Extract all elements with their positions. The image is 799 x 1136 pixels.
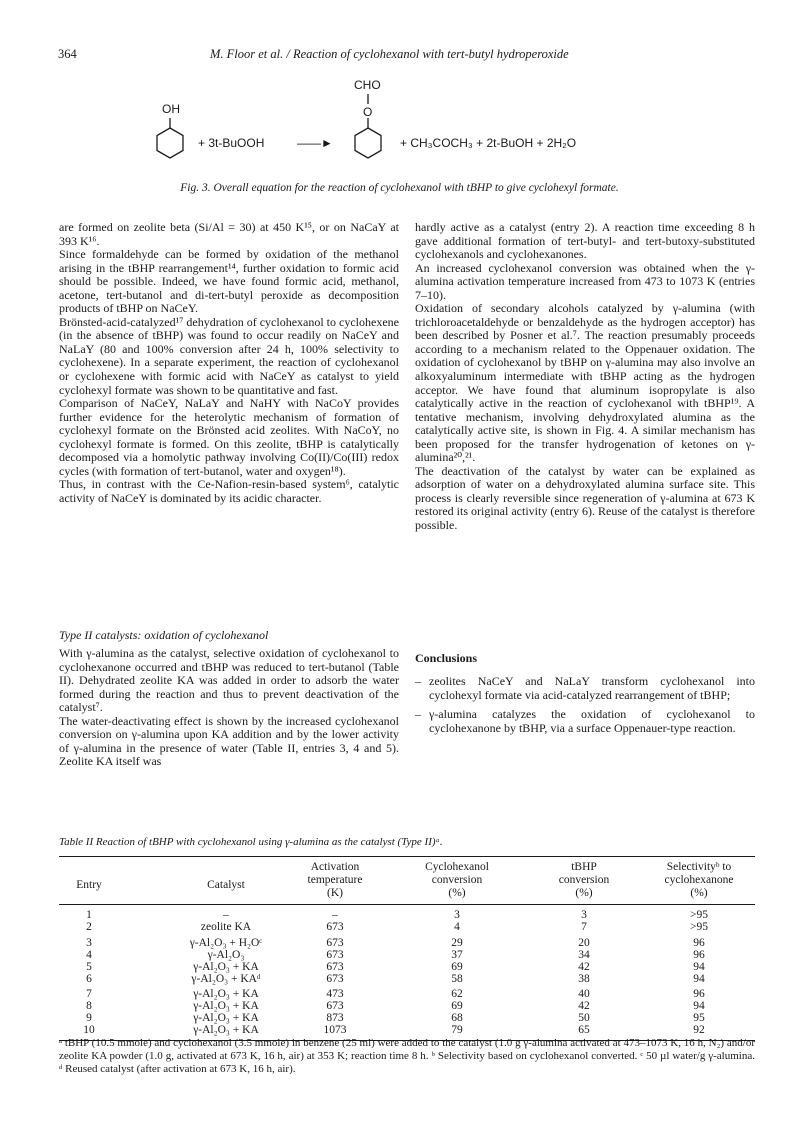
table-cell: 473 <box>326 988 344 1000</box>
figure-caption: Fig. 3. Overall equation for the reaction of cyclohexanol with tBHP to give cyclohexyl formate. <box>180 182 619 194</box>
table-cell: zeolite KA <box>200 921 252 933</box>
table-cell: 96 <box>693 988 705 1000</box>
column-header <box>639 861 759 900</box>
column-header <box>524 861 644 900</box>
table-cell: 34 <box>578 949 590 961</box>
table-cell: – <box>223 909 229 921</box>
column-header-line: Activation <box>310 861 360 873</box>
table-cell: 6 <box>86 973 92 985</box>
table-cell: γ-Al₂O₃ + KA <box>193 1000 259 1012</box>
reagent-label: + 3t-BuOOH <box>198 136 265 150</box>
paragraph: are formed on zeolite beta (Si/Al = 30) at 450 K¹⁵, or on NaCaY at 393 K¹⁶. <box>59 220 399 248</box>
table-cell: 29 <box>451 937 463 949</box>
table-cell: 1 <box>86 909 92 921</box>
page-number: 364 <box>58 47 77 61</box>
table-cell: 92 <box>693 1024 705 1036</box>
table-cell: 95 <box>693 1012 705 1024</box>
table-cell: 673 <box>326 921 344 933</box>
table-cell: 50 <box>578 1012 590 1024</box>
paragraph: The water-deactivating effect is shown by the increased cyclohexanol conversion on γ-alumina upon KA addition and by the lower activity of γ-alumina in the presence of water (Table II, entries 3, 4 and 5). Zeolite KA itself was <box>59 713 399 769</box>
o-label: O <box>363 105 373 119</box>
list-item-text: γ-alumina catalyzes the oxidation of cyclohexanol to cyclohexanone by tBHP, via a surface Oppenauer-type reaction. <box>429 707 755 735</box>
table-footnotes: ᵃ tBHP (10.5 mmole) and cyclohexanol (3.5 mmole) in benzene (25 ml) were added to the catalyst (1.0 g γ-alumina activated at 473–1073 K, 16 h, N₂) and/or zeolite KA powder (1.0 g, activated at 673 K, 16 h, air) at 353 K; reaction time 8 h. ᵇ Selectivity based on cyclohexanol converted. ᶜ 50 µl water/g γ-alumina. ᵈ Reused catalyst (after activation at 673 K, 16 h, air). <box>59 1037 755 1075</box>
column-header-line: Cyclohexanol <box>425 861 489 873</box>
table-cell: 673 <box>326 949 344 961</box>
table-caption: Table II Reaction of tBHP with cyclohexanol using γ-alumina as the catalyst (Type II)ᵃ. <box>59 836 443 848</box>
table-cell: 673 <box>326 973 344 985</box>
column-header-line: Entry <box>76 879 102 891</box>
table-cell: 65 <box>578 1024 590 1036</box>
table-cell: >95 <box>690 921 708 933</box>
paragraph: The deactivation of the catalyst by water can be explained as adsorption of water on a dehydroxylated alumina surface site. This process is clearly reversible since regeneration of γ-alumina at 673 K restored its original activity (entry 6). Reuse of the catalyst is therefore possible. <box>415 463 755 533</box>
paragraph: Oxidation of secondary alcohols catalyzed by γ-alumina (with trichloroacetaldehyde or benzaldehyde as the hydrogen acceptor) has been described by Posner et al.⁷. The reaction presumably proceeds according to a mechanism related to the Oppenauer oxidation. The oxidation of cyclohexanol by tBHP on γ-alumina may also involve an alkoxyaluminum intermediate with tBHP acting as the hydrogen acceptor. We have found that aluminum isopropylate is also catalytically active in the reaction of cyclohexanol with tBHP¹⁹. A tentative mechanism, involving dehydroxylated alumina as the catalytically active site, is shown in Fig. 4. A similar mechanism has been proposed for the transfer hydrogenation of ketones on γ-alumina²⁰,²¹. <box>415 301 755 465</box>
column-header-line: cyclohexanone <box>664 874 734 886</box>
reaction-arrow: ——► <box>297 136 333 150</box>
table-cell: γ-Al₂O₃ + KAᵈ <box>191 973 261 985</box>
column-header <box>151 879 301 892</box>
table-cell: 69 <box>451 961 463 973</box>
table-cell: 9 <box>86 1012 92 1024</box>
paragraph: Brönsted-acid-catalyzed¹⁷ dehydration of cyclohexanol to cyclohexene (in the absence of tBHP) was found to occur readily on NaCeY and NaLaY (80 and 100% conversion after 24 h, 100% selectivity to cyclohexene). In a separate experiment, the reaction of cyclohexanol or cyclohexene with formic acid with NaCeY as catalyst to yield cyclohexyl formate was shown to be quantitative and fast. <box>59 314 399 397</box>
list-item: – γ-alumina catalyzes the oxidation of cyclohexanol to cyclohexanone by tBHP, via a surface Oppenauer-type reaction. <box>415 707 755 735</box>
column-header-line: (%) <box>690 887 708 899</box>
table-cell: 40 <box>578 988 590 1000</box>
list-item-text: zeolites NaCeY and NaLaY transform cyclohexanol into cyclohexyl formate via acid-catalyzed rearrangement of tBHP; <box>429 674 755 702</box>
table-rule-header <box>59 904 755 905</box>
table-cell: 37 <box>451 949 463 961</box>
side-products-label: + CH₃COCH₃ + 2t-BuOH + 2H₂O <box>400 136 577 150</box>
column-header-line: (K) <box>327 887 343 899</box>
column-header-line: (%) <box>575 887 593 899</box>
table-cell: – <box>332 909 338 921</box>
table-cell: 673 <box>326 937 344 949</box>
running-title: M. Floor et al. / Reaction of cyclohexanol with tert-butyl hydroperoxide <box>210 47 569 61</box>
table-cell: 7 <box>581 921 587 933</box>
table-cell: 94 <box>693 973 705 985</box>
paragraph: hardly active as a catalyst (entry 2). A reaction time exceeding 8 h gave additional formation of tert-butyl- and tert-butoxy-substituted cyclohexanols and cyclohexanones. <box>415 220 755 262</box>
column-header-line: Selectivityᵇ to <box>666 861 732 873</box>
table-cell: 68 <box>451 1012 463 1024</box>
conclusions-heading: Conclusions <box>415 651 478 665</box>
table-cell: 42 <box>578 961 590 973</box>
right-column <box>415 221 755 533</box>
paragraph: Thus, in contrast with the Ce-Nafion-resin-based system⁶, catalytic activity of NaCeY is dominated by its acidic character. <box>59 477 399 505</box>
paragraph: Comparison of NaCeY, NaLaY and NaHY with NaCoY provides further evidence for the heterolytic mechanism of formation of cyclohexyl formate on the Brönsted acid zeolites. With NaCoY, no cyclohexyl formate is formed. On this zeolite, tBHP is catalytically decomposed via a homolytic pathway involving Co(II)/Co(III) redox cycles (with formation of tert-butanol, water and oxygen¹⁸). <box>59 396 399 478</box>
table-cell: 673 <box>326 1000 344 1012</box>
table-cell: γ-Al₂O₃ + KA <box>193 961 259 973</box>
column-header-line: tBHP <box>571 861 597 873</box>
column-header-line: temperature <box>307 874 363 886</box>
table-cell: γ-Al₂O₃ + KA <box>193 1012 259 1024</box>
table-cell: 673 <box>326 961 344 973</box>
left-column-lower <box>59 647 399 769</box>
cho-label: CHO <box>354 78 381 92</box>
table-cell: 7 <box>86 988 92 1000</box>
paragraph: Since formaldehyde can be formed by oxidation of the methanol arising in the tBHP rearrangement¹⁴, further oxidation to formic acid should be possible. Indeed, we have found formic acid, methanol, acetone, tert-butanol and di-tert-butyl peroxide as decomposition products of tBHP on NaCeY. <box>59 247 399 316</box>
table-cell: γ-Al₂O₃ + KA <box>193 1024 259 1036</box>
table-cell: γ-Al₂O₃ + H₂Oᶜ <box>189 937 263 949</box>
conclusions-list <box>415 675 755 741</box>
column-header-line: Catalyst <box>207 879 245 891</box>
column-header-line: (%) <box>448 887 466 899</box>
reaction-scheme-drawing <box>110 74 710 174</box>
paragraph: With γ-alumina as the catalyst, selective oxidation of cyclohexanol to cyclohexanone occurred and tBHP was reduced to tert-butanol (Table II). Dehydrated zeolite KA was added in order to adsorb the water formed during the reaction and thus to prevent deactivation of the catalyst⁷. <box>59 646 399 715</box>
table-cell: 38 <box>578 973 590 985</box>
cyclohexane-ring-product <box>355 128 381 158</box>
table-cell: γ-Al₂O₃ + KA <box>193 988 259 1000</box>
column-header-line: conversion <box>431 874 483 886</box>
table-cell: 62 <box>451 988 463 1000</box>
table-cell: 4 <box>454 921 460 933</box>
table-cell: 1073 <box>323 1024 347 1036</box>
left-column <box>59 221 399 505</box>
oh-label: OH <box>162 102 180 116</box>
column-header <box>280 861 390 900</box>
table-cell: 10 <box>83 1024 95 1036</box>
paragraph: An increased cyclohexanol conversion was obtained when the γ-alumina activation temperature increased from 473 to 1073 K (entries 7–10). <box>415 260 755 302</box>
section-heading: Type II catalysts: oxidation of cyclohexanol <box>59 628 269 642</box>
column-header-line: conversion <box>558 874 610 886</box>
table-rule-top <box>59 856 755 857</box>
table-cell: 94 <box>693 1000 705 1012</box>
table-cell: 873 <box>326 1012 344 1024</box>
table-cell: 79 <box>451 1024 463 1036</box>
table-cell: 96 <box>693 949 705 961</box>
table-cell: 42 <box>578 1000 590 1012</box>
table-cell: 58 <box>451 973 463 985</box>
table-cell: 96 <box>693 937 705 949</box>
table-cell: >95 <box>690 909 708 921</box>
column-header <box>59 879 119 892</box>
table-cell: 4 <box>86 949 92 961</box>
table-cell: 69 <box>451 1000 463 1012</box>
table-cell: 94 <box>693 961 705 973</box>
table-cell: 20 <box>578 937 590 949</box>
column-header <box>397 861 517 900</box>
cyclohexane-ring-reactant <box>157 128 183 158</box>
table-cell: 8 <box>86 1000 92 1012</box>
reaction-scheme <box>110 74 710 174</box>
table-cell: 3 <box>454 909 460 921</box>
table-cell: 2 <box>86 921 92 933</box>
table-cell: 3 <box>581 909 587 921</box>
table-cell: 5 <box>86 961 92 973</box>
running-header <box>58 47 758 65</box>
table-cell: γ-Al₂O₃ <box>207 949 245 961</box>
list-item: – zeolites NaCeY and NaLaY transform cyclohexanol into cyclohexyl formate via acid-catalyzed rearrangement of tBHP; <box>415 674 755 702</box>
table-cell: 3 <box>86 937 92 949</box>
